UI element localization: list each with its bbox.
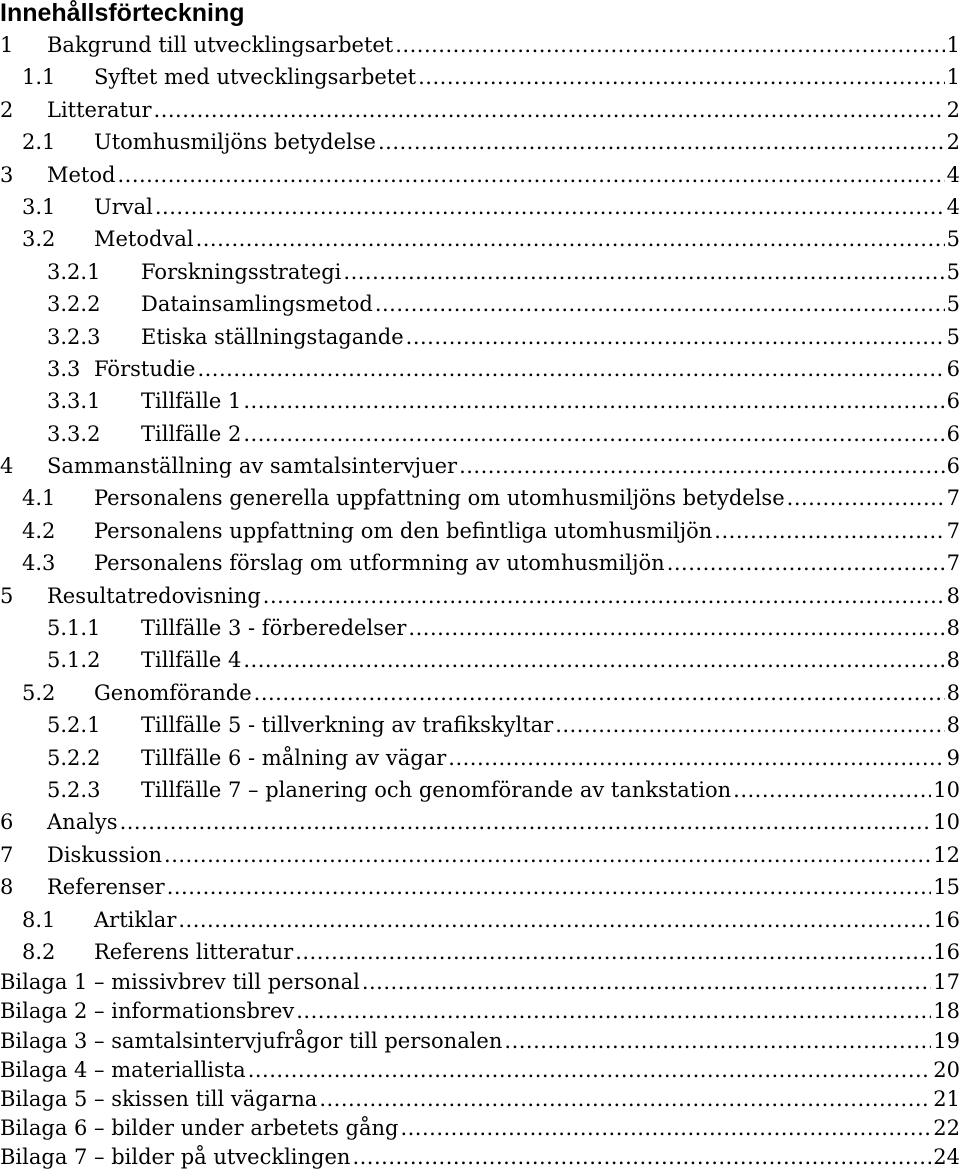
dot-leader <box>263 580 945 612</box>
dot-leader <box>296 997 931 1026</box>
dot-leader <box>155 191 945 223</box>
toc-entry[interactable] <box>0 385 960 417</box>
toc-entry-number: 5.2 <box>22 680 56 705</box>
toc-entry-page: 4 <box>945 191 960 223</box>
toc-entry-title: Förstudie <box>94 353 197 385</box>
toc-entry[interactable] <box>0 482 960 514</box>
toc-entry-title: Tillfälle 1 <box>141 385 243 417</box>
toc-entry-number: 5.2.1 <box>47 713 101 738</box>
toc-entry-title: Tillfälle 3 - förberedelser <box>141 612 408 644</box>
toc-entry-page: 18 <box>931 997 960 1026</box>
toc-entry-page: 8 <box>945 644 960 676</box>
toc-entry-page: 10 <box>931 806 960 838</box>
toc-entry[interactable] <box>0 288 960 320</box>
toc-entry-title: Metod <box>47 159 117 191</box>
toc-entry-page: 7 <box>945 515 960 547</box>
toc-entry-title: Personalens förslag om utformning av utomhusmiljön <box>94 547 667 579</box>
toc-entry-title: Bilaga 3 – samtalsintervjufrågor till personalen <box>0 1027 504 1056</box>
toc-entry-page: 2 <box>945 126 960 158</box>
toc-entry-title: Tillfälle 7 – planering och genomförande av tankstation <box>141 774 733 806</box>
toc-entry-page: 6 <box>945 353 960 385</box>
toc-entry-page: 5 <box>945 288 960 320</box>
toc-entry[interactable] <box>0 1056 960 1085</box>
toc-entry[interactable] <box>0 256 960 288</box>
toc-entry-page: 8 <box>945 612 960 644</box>
toc-entry-number: 3.3 <box>47 356 81 381</box>
toc-entry[interactable] <box>0 547 960 579</box>
toc-entry[interactable] <box>0 353 960 385</box>
toc-entry-page: 6 <box>945 450 960 482</box>
toc-entry-number: 7 <box>0 842 14 867</box>
dot-leader <box>448 742 944 774</box>
toc-entry-page: 4 <box>945 159 960 191</box>
toc-entry[interactable] <box>0 1027 960 1056</box>
toc-entry-number: 8.1 <box>22 907 56 932</box>
toc-entry-page: 8 <box>945 677 960 709</box>
toc-entry-page: 8 <box>945 580 960 612</box>
toc-entry[interactable] <box>0 644 960 676</box>
dot-leader <box>154 94 945 126</box>
toc-entry-number: 3.3.1 <box>47 389 101 414</box>
toc-entry-title: Tillfälle 5 - tillverkning av trafikskyltar <box>141 709 555 741</box>
toc-entry-page: 24 <box>931 1143 960 1172</box>
toc-entry[interactable] <box>0 159 960 191</box>
toc-entry-number: 5.1.2 <box>47 648 101 673</box>
toc-entry[interactable] <box>0 61 960 93</box>
toc-list <box>0 29 960 1172</box>
toc-entry[interactable] <box>0 936 960 968</box>
dot-leader <box>243 644 944 676</box>
toc-entry[interactable] <box>0 126 960 158</box>
toc-entry[interactable] <box>0 839 960 871</box>
toc-entry-page: 22 <box>931 1114 960 1143</box>
toc-entry-page: 2 <box>945 94 960 126</box>
toc-entry-number: 2 <box>0 97 14 122</box>
toc-entry-page: 1 <box>945 61 960 93</box>
toc-entry-title: Bilaga 5 – skissen till vägarna <box>0 1085 319 1114</box>
toc-entry-title: Bilaga 7 – bilder på utvecklingen <box>0 1143 352 1172</box>
toc-entry-title: Artiklar <box>94 904 178 936</box>
toc-entry-number: 4.3 <box>22 551 56 576</box>
toc-entry-title: Forskningsstrategi <box>141 256 343 288</box>
dot-leader <box>164 839 931 871</box>
toc-entry-title: Analys <box>47 806 120 838</box>
toc-entry[interactable] <box>0 709 960 741</box>
toc-entry[interactable] <box>0 871 960 903</box>
dot-leader <box>167 871 932 903</box>
toc-entry-number: 2.1 <box>22 130 56 155</box>
toc-entry[interactable] <box>0 94 960 126</box>
toc-entry[interactable] <box>0 774 960 806</box>
dot-leader <box>254 677 945 709</box>
toc-entry-page: 20 <box>931 1056 960 1085</box>
toc-entry-title: Personalens generella uppfattning om utomhusmiljöns betydelse <box>94 482 787 514</box>
toc-entry-number: 1 <box>0 33 14 57</box>
toc-entry-number: 6 <box>0 810 14 835</box>
toc-entry[interactable] <box>0 418 960 450</box>
toc-entry-number: 4 <box>0 454 14 479</box>
toc-entry-page: 6 <box>945 385 960 417</box>
toc-entry-number: 5.1.1 <box>47 616 101 641</box>
toc-entry-number: 5.2.2 <box>47 745 101 770</box>
toc-entry-title: Datainsamlingsmetod <box>141 288 375 320</box>
toc-entry[interactable] <box>0 1085 960 1114</box>
toc-entry[interactable] <box>0 450 960 482</box>
toc-entry[interactable] <box>0 677 960 709</box>
toc-entry-page: 7 <box>945 482 960 514</box>
toc-entry-title: Diskussion <box>47 839 164 871</box>
dot-leader <box>243 418 944 450</box>
dot-leader <box>378 126 945 158</box>
dot-leader <box>667 547 945 579</box>
toc-entry-number: 1.1 <box>22 65 56 90</box>
toc-entry-page: 16 <box>931 904 960 936</box>
dot-leader <box>714 515 944 547</box>
dot-leader <box>120 806 932 838</box>
toc-entry[interactable] <box>0 191 960 223</box>
toc-entry[interactable] <box>0 321 960 353</box>
toc-entry[interactable] <box>0 1143 960 1172</box>
toc-entry-title: Bilaga 2 – informationsbrev <box>0 997 296 1026</box>
toc-entry-number: 3.1 <box>22 194 56 219</box>
dot-leader <box>117 159 944 191</box>
dot-leader <box>295 936 931 968</box>
dot-leader <box>375 288 945 320</box>
toc-entry-number: 3.2.3 <box>47 324 101 349</box>
toc-entry[interactable] <box>0 1114 960 1143</box>
toc-entry[interactable] <box>0 904 960 936</box>
toc-entry-number: 3.2.1 <box>47 259 101 284</box>
toc-entry-page: 6 <box>945 418 960 450</box>
dot-leader <box>352 1143 931 1172</box>
toc-entry-page: 15 <box>931 871 960 903</box>
toc-entry-page: 21 <box>931 1085 960 1114</box>
toc-entry-title: Tillfälle 4 <box>141 644 243 676</box>
dot-leader <box>555 709 944 741</box>
toc-entry-title: Bilaga 4 – materiallista <box>0 1056 248 1085</box>
toc-entry-number: 3 <box>0 162 14 187</box>
toc-entry-number: 8.2 <box>22 939 56 964</box>
toc-entry-title: Etiska ställningstagande <box>141 321 406 353</box>
toc-entry-page: 12 <box>931 839 960 871</box>
toc-entry[interactable] <box>0 612 960 644</box>
dot-leader <box>406 321 945 353</box>
toc-entry[interactable] <box>0 29 960 61</box>
dot-leader <box>418 61 945 93</box>
toc-entry[interactable] <box>0 580 960 612</box>
toc-entry-title: Bilaga 1 – missivbrev till personal <box>0 968 362 997</box>
toc-entry-number: 5 <box>0 583 14 608</box>
toc-entry-page: 17 <box>931 968 960 997</box>
toc-entry-page: 5 <box>945 321 960 353</box>
dot-leader <box>319 1085 931 1114</box>
toc-entry-number: 3.2 <box>22 227 56 252</box>
toc-entry-page: 9 <box>945 742 960 774</box>
toc-entry-title: Sammanställning av samtalsintervjuer <box>47 450 459 482</box>
toc-entry-title: Utomhusmiljöns betydelse <box>94 126 378 158</box>
toc-entry[interactable] <box>0 806 960 838</box>
toc-entry-title: Urval <box>94 191 155 223</box>
dot-leader <box>243 385 944 417</box>
toc-entry-page: 16 <box>931 936 960 968</box>
toc-entry-title: Litteratur <box>47 94 154 126</box>
toc-entry[interactable] <box>0 968 960 997</box>
dot-leader <box>343 256 944 288</box>
toc-entry-title: Referenser <box>47 871 167 903</box>
toc-entry-title: Tillfälle 2 <box>141 418 243 450</box>
toc-entry-title: Syftet med utvecklingsarbetet <box>94 61 418 93</box>
dot-leader <box>459 450 945 482</box>
toc-entry[interactable] <box>0 742 960 774</box>
toc-entry-page: 10 <box>931 774 960 806</box>
toc-entry-title: Bilaga 6 – bilder under arbetets gång <box>0 1114 400 1143</box>
dot-leader <box>787 482 945 514</box>
toc-entry-title: Bakgrund till utvecklingsarbetet <box>47 29 395 61</box>
toc-entry-page: 8 <box>945 709 960 741</box>
toc-entry-page: 5 <box>945 223 960 255</box>
toc-entry-number: 4.1 <box>22 486 56 511</box>
page-title: Innehållsförteckning <box>0 0 245 27</box>
toc-entry[interactable] <box>0 997 960 1026</box>
dot-leader <box>504 1027 931 1056</box>
toc-entry-number: 3.2.2 <box>47 292 101 317</box>
dot-leader <box>248 1056 932 1085</box>
dot-leader <box>178 904 931 936</box>
toc-entry-title: Tillfälle 6 - målning av vägar <box>141 742 448 774</box>
toc-entry[interactable] <box>0 515 960 547</box>
toc-entry-page: 19 <box>931 1027 960 1056</box>
toc-entry-title: Metodval <box>94 223 196 255</box>
toc-entry[interactable] <box>0 223 960 255</box>
toc-entry-title: Genomförande <box>94 677 254 709</box>
toc-entry-number: 8 <box>0 875 14 900</box>
toc-entry-number: 3.3.2 <box>47 421 101 446</box>
toc-entry-title: Personalens uppfattning om den befintliga utomhusmiljön <box>94 515 714 547</box>
toc-entry-title: Referens litteratur <box>94 936 295 968</box>
dot-leader <box>197 353 944 385</box>
toc-entry-number: 4.2 <box>22 518 56 543</box>
dot-leader <box>400 1114 931 1143</box>
dot-leader <box>362 968 931 997</box>
dot-leader <box>733 774 931 806</box>
dot-leader <box>196 223 945 255</box>
dot-leader <box>395 29 944 61</box>
toc-entry-page: 5 <box>945 256 960 288</box>
dot-leader <box>408 612 944 644</box>
toc-entry-number: 5.2.3 <box>47 777 101 802</box>
toc-entry-page: 1 <box>945 29 960 61</box>
toc-entry-page: 7 <box>945 547 960 579</box>
toc-entry-title: Resultatredovisning <box>47 580 263 612</box>
